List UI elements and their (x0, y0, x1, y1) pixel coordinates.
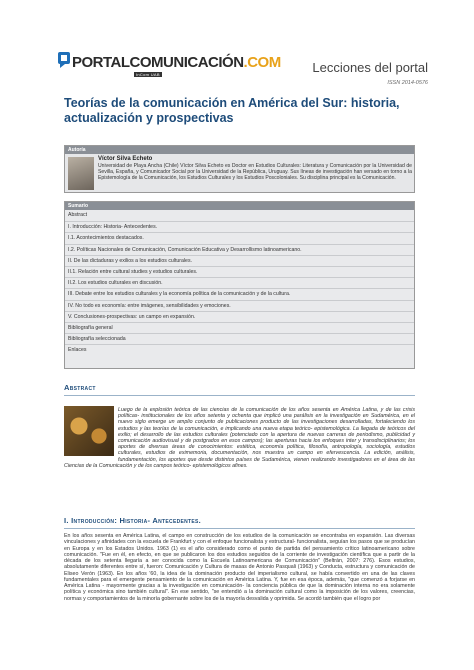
summary-item[interactable]: V. Conclusiones-prospectivas: un campo en expansión. (65, 311, 414, 322)
summary-item[interactable]: Abstract (68, 212, 88, 218)
summary-item[interactable]: I.2. Políticas Nacionales de Comunicación, Comunicación Educativa y Desarrollismo latinoamericano. (65, 244, 414, 255)
author-bio: Universidad de Playa Ancha (Chile) Víctor Silva Echeto es Doctor en Estudios Culturales: Literatura y Comunicación por la Universidad de Sevilla, España, y Comunicador Social por la Universidad de la República, Uruguay. Sus líneas de investigación han versado en torno a la Epistemología de la Comunicación, los Estudios Culturales y los Estudios Poscoloniales. Su disciplina principal es la Comunicación. (98, 163, 412, 182)
abstract-text: Luego de la explosión teórica de las ciencias de la comunicación de los años sesenta en América Latina, y de las crisis políticas- institucionales de los años setenta y ochenta que implicó una parálisis en la investigación en Sudamérica, en el nuevo siglo emerge un amplio conjunto de publicaciones producto de las investigaciones desarrolladas, fortaleciendo los estudios y las teorías de la comunicación, e implicando una nueva etapa teórico- epistemológica. La llegada de teóricos del exilio; el desarrollo de las estudios culturales (potenciado con la apertura de nuevas carreras de periodismo, publicidad y comunicación audiovisual y de postgrados en esos campos); las aperturas hacia los enfoques inter y transdisciplinarios; los aportes de diversas áreas de conocimientos: estética, economía política, filosofía, antropología, sociología, estudios culturales, estudios de eximemoria, documentación, nos muestra un campo en efervescencia. La edición, análisis, fundamentación, los aportes que desde distintos países de Sudamérica, vienen realizando investigadores en el área de las Ciencias de la Comunicación y de los campos teórico- epistemológicos afines. (64, 407, 415, 469)
document-title: Teorías de la comunicación en América del Sur: historia, actualización y prospectivas (64, 96, 400, 125)
summary-item[interactable]: II.1. Relación entre cultural studies y estudios culturales. (65, 266, 414, 277)
series-title: Lecciones del portal (312, 60, 428, 75)
summary-list (65, 210, 414, 355)
site-logo[interactable]: PORTALCOMUNICACIÓN.COM (72, 54, 281, 71)
summary-item[interactable]: II. De las dictaduras y exilios a los estudios culturales. (65, 255, 414, 266)
author-photo (68, 157, 94, 190)
introduction-heading: I. Introducción: Historia- Antecedentes. (64, 516, 202, 525)
author-name: Víctor Silva Echeto (98, 156, 153, 162)
introduction-rule (64, 528, 415, 529)
summary-label: Sumario (65, 202, 414, 210)
author-box-label: Autoría (65, 146, 414, 154)
author-box (64, 145, 415, 193)
abstract-heading: Abstract (64, 383, 96, 392)
image-float-spacer (64, 407, 118, 459)
summary-box (64, 201, 415, 369)
summary-item[interactable]: II.2. Los estudios culturales en discusión. (65, 277, 414, 288)
summary-item[interactable]: IV. No todo es economía: entre imágenes, sensibilidades y emociones. (65, 300, 414, 311)
summary-item[interactable]: Bibliografía general (65, 322, 414, 333)
introduction-text: En los años sesenta en América Latina, el campo en construcción de los estudios de la comunicación se encontraba en expansión. Las diversas vinculaciones y afinidades con la escuela de Frankfurt y con el enfoque funcionalista y estructural- funcionalista, seguían los pasos que se producían en Europa y en los Estados Unidos. 1963 (1) es el año considerado como el punto de partida del pensamiento crítico latinoamericano sobre comunicación. "Fue en él, en efecto, en que se publicaron los dos estudios seguidos de la corriente de investigación científica que a partir de la década de los setenta llegaría a ser conocida como la Escuela Latinoamericana de Comunicación" (Beltrán, 2007: 276). Esos estudios, absolutamente diferentes entre sí, fueron: Comunicación y Cultura de masas de Antonio Pasquali (1963) y Conducta, estructura y comunicación de Eliseo Verón (1963). En los años '60, la idea de la dominación producto del imperialismo cultural, se había convertido en una de las claves fundamentales para el emergente pensamiento de la comunicación en América Latina. Y, fue en esa época, además, "que comenzó a forjarse en América Latina - mayormente gracias a la investigación en comunicación- la conciencia pública de que la dominación interna no era solamente política y económica sino también cultural". En ese sentido, "se entendió a la dominación cultural como la imposición de los valores, creencias, normas y comportamientos de la minoría gobernante sobre los de la mayoría desvalida y oprimida. Se acordó también que el logro por (64, 533, 415, 602)
summary-item[interactable]: I.1. Acontecimientos destacados. (65, 232, 414, 243)
summary-item[interactable]: Enlaces (65, 344, 414, 355)
issn: ISSN 2014-0576 (387, 80, 428, 86)
summary-item[interactable]: Bibliografía seleccionada (65, 333, 414, 344)
summary-item[interactable]: III. Debate entre los estudios culturales y la economía política de la comunicación y de la cultura. (65, 288, 414, 299)
portal-logo-icon (58, 52, 70, 68)
abstract-text-block (64, 407, 415, 469)
summary-item[interactable]: I. Introducción: Historia- Antecedentes. (65, 221, 414, 232)
abstract-rule (64, 395, 415, 396)
logo-subtitle: InCom UAB (136, 72, 160, 77)
page-header (58, 50, 428, 86)
